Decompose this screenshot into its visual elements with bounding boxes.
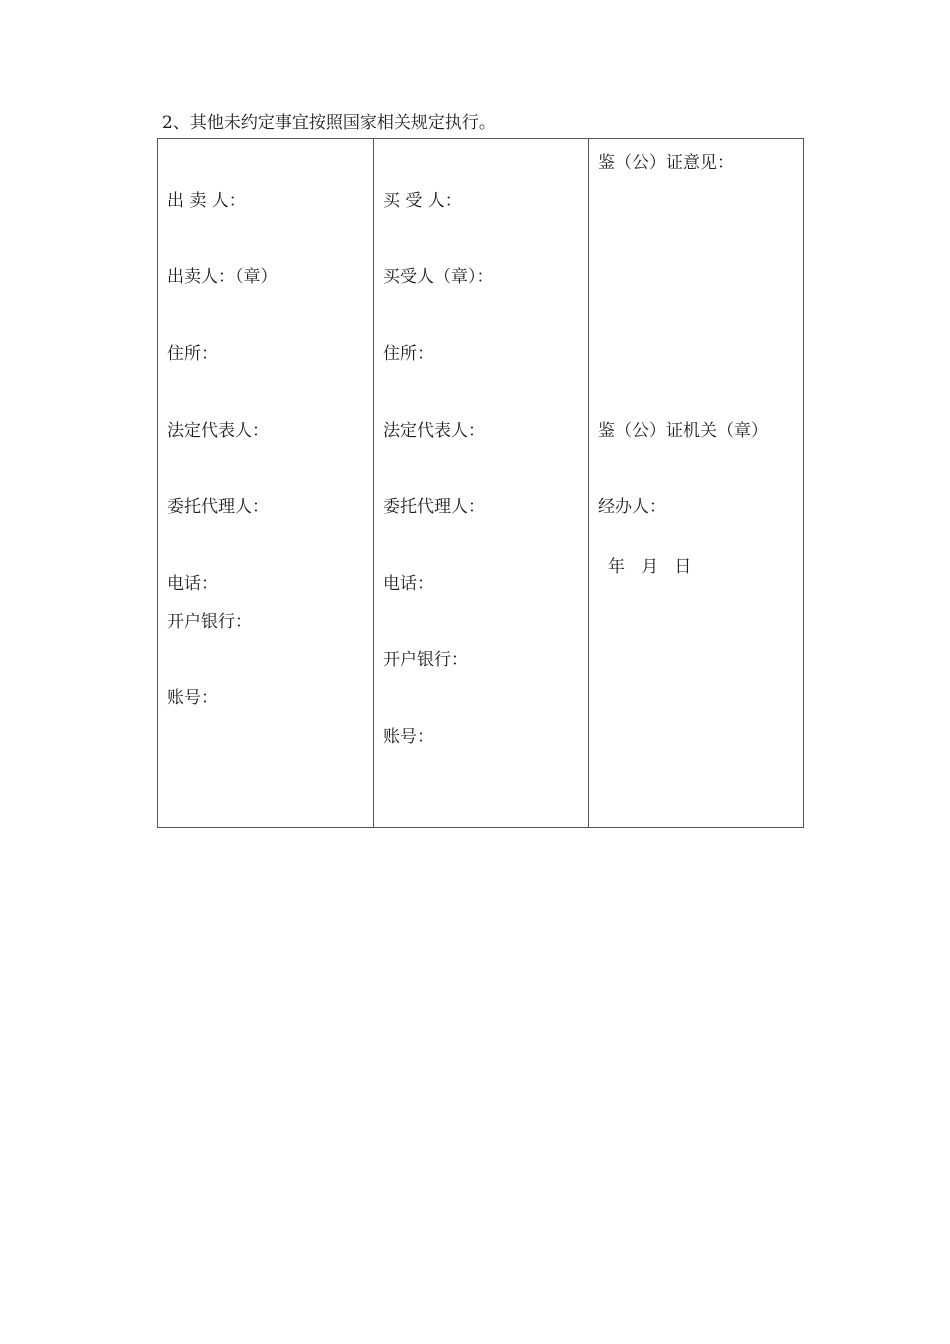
signature-table	[157, 138, 804, 828]
buyer-column	[374, 139, 589, 827]
buyer-bank-label: 开户银行：	[383, 650, 468, 670]
seller-account-label: 账号：	[167, 688, 218, 708]
seller-bank-label: 开户银行：	[167, 612, 252, 632]
seller-party-label: 出 卖 人：	[167, 191, 246, 211]
seller-phone-label: 电话：	[167, 574, 218, 594]
buyer-legal-rep-label: 法定代表人：	[383, 421, 485, 441]
seller-seal-label: 出卖人：（章）	[167, 267, 278, 287]
notary-opinion-label: 鉴（公）证意见：	[598, 153, 734, 173]
buyer-address-label: 住所：	[383, 344, 434, 364]
buyer-account-label: 账号：	[383, 727, 434, 747]
notary-handler-label: 经办人：	[598, 497, 666, 517]
seller-legal-rep-label: 法定代表人：	[167, 421, 269, 441]
seller-column	[158, 139, 374, 827]
seller-address-label: 住所：	[167, 344, 218, 364]
buyer-party-label: 买 受 人：	[383, 191, 462, 211]
buyer-seal-label: 买受人（章）：	[383, 267, 494, 287]
buyer-agent-label: 委托代理人：	[383, 497, 485, 517]
seller-agent-label: 委托代理人：	[167, 497, 269, 517]
buyer-phone-label: 电话：	[383, 574, 434, 594]
clause-text: 2、其他未约定事宜按照国家相关规定执行。	[162, 113, 496, 133]
notary-column	[589, 139, 803, 827]
notary-date-line: 年 月 日	[608, 557, 692, 577]
notary-authority-label: 鉴（公）证机关（章）	[598, 421, 768, 441]
